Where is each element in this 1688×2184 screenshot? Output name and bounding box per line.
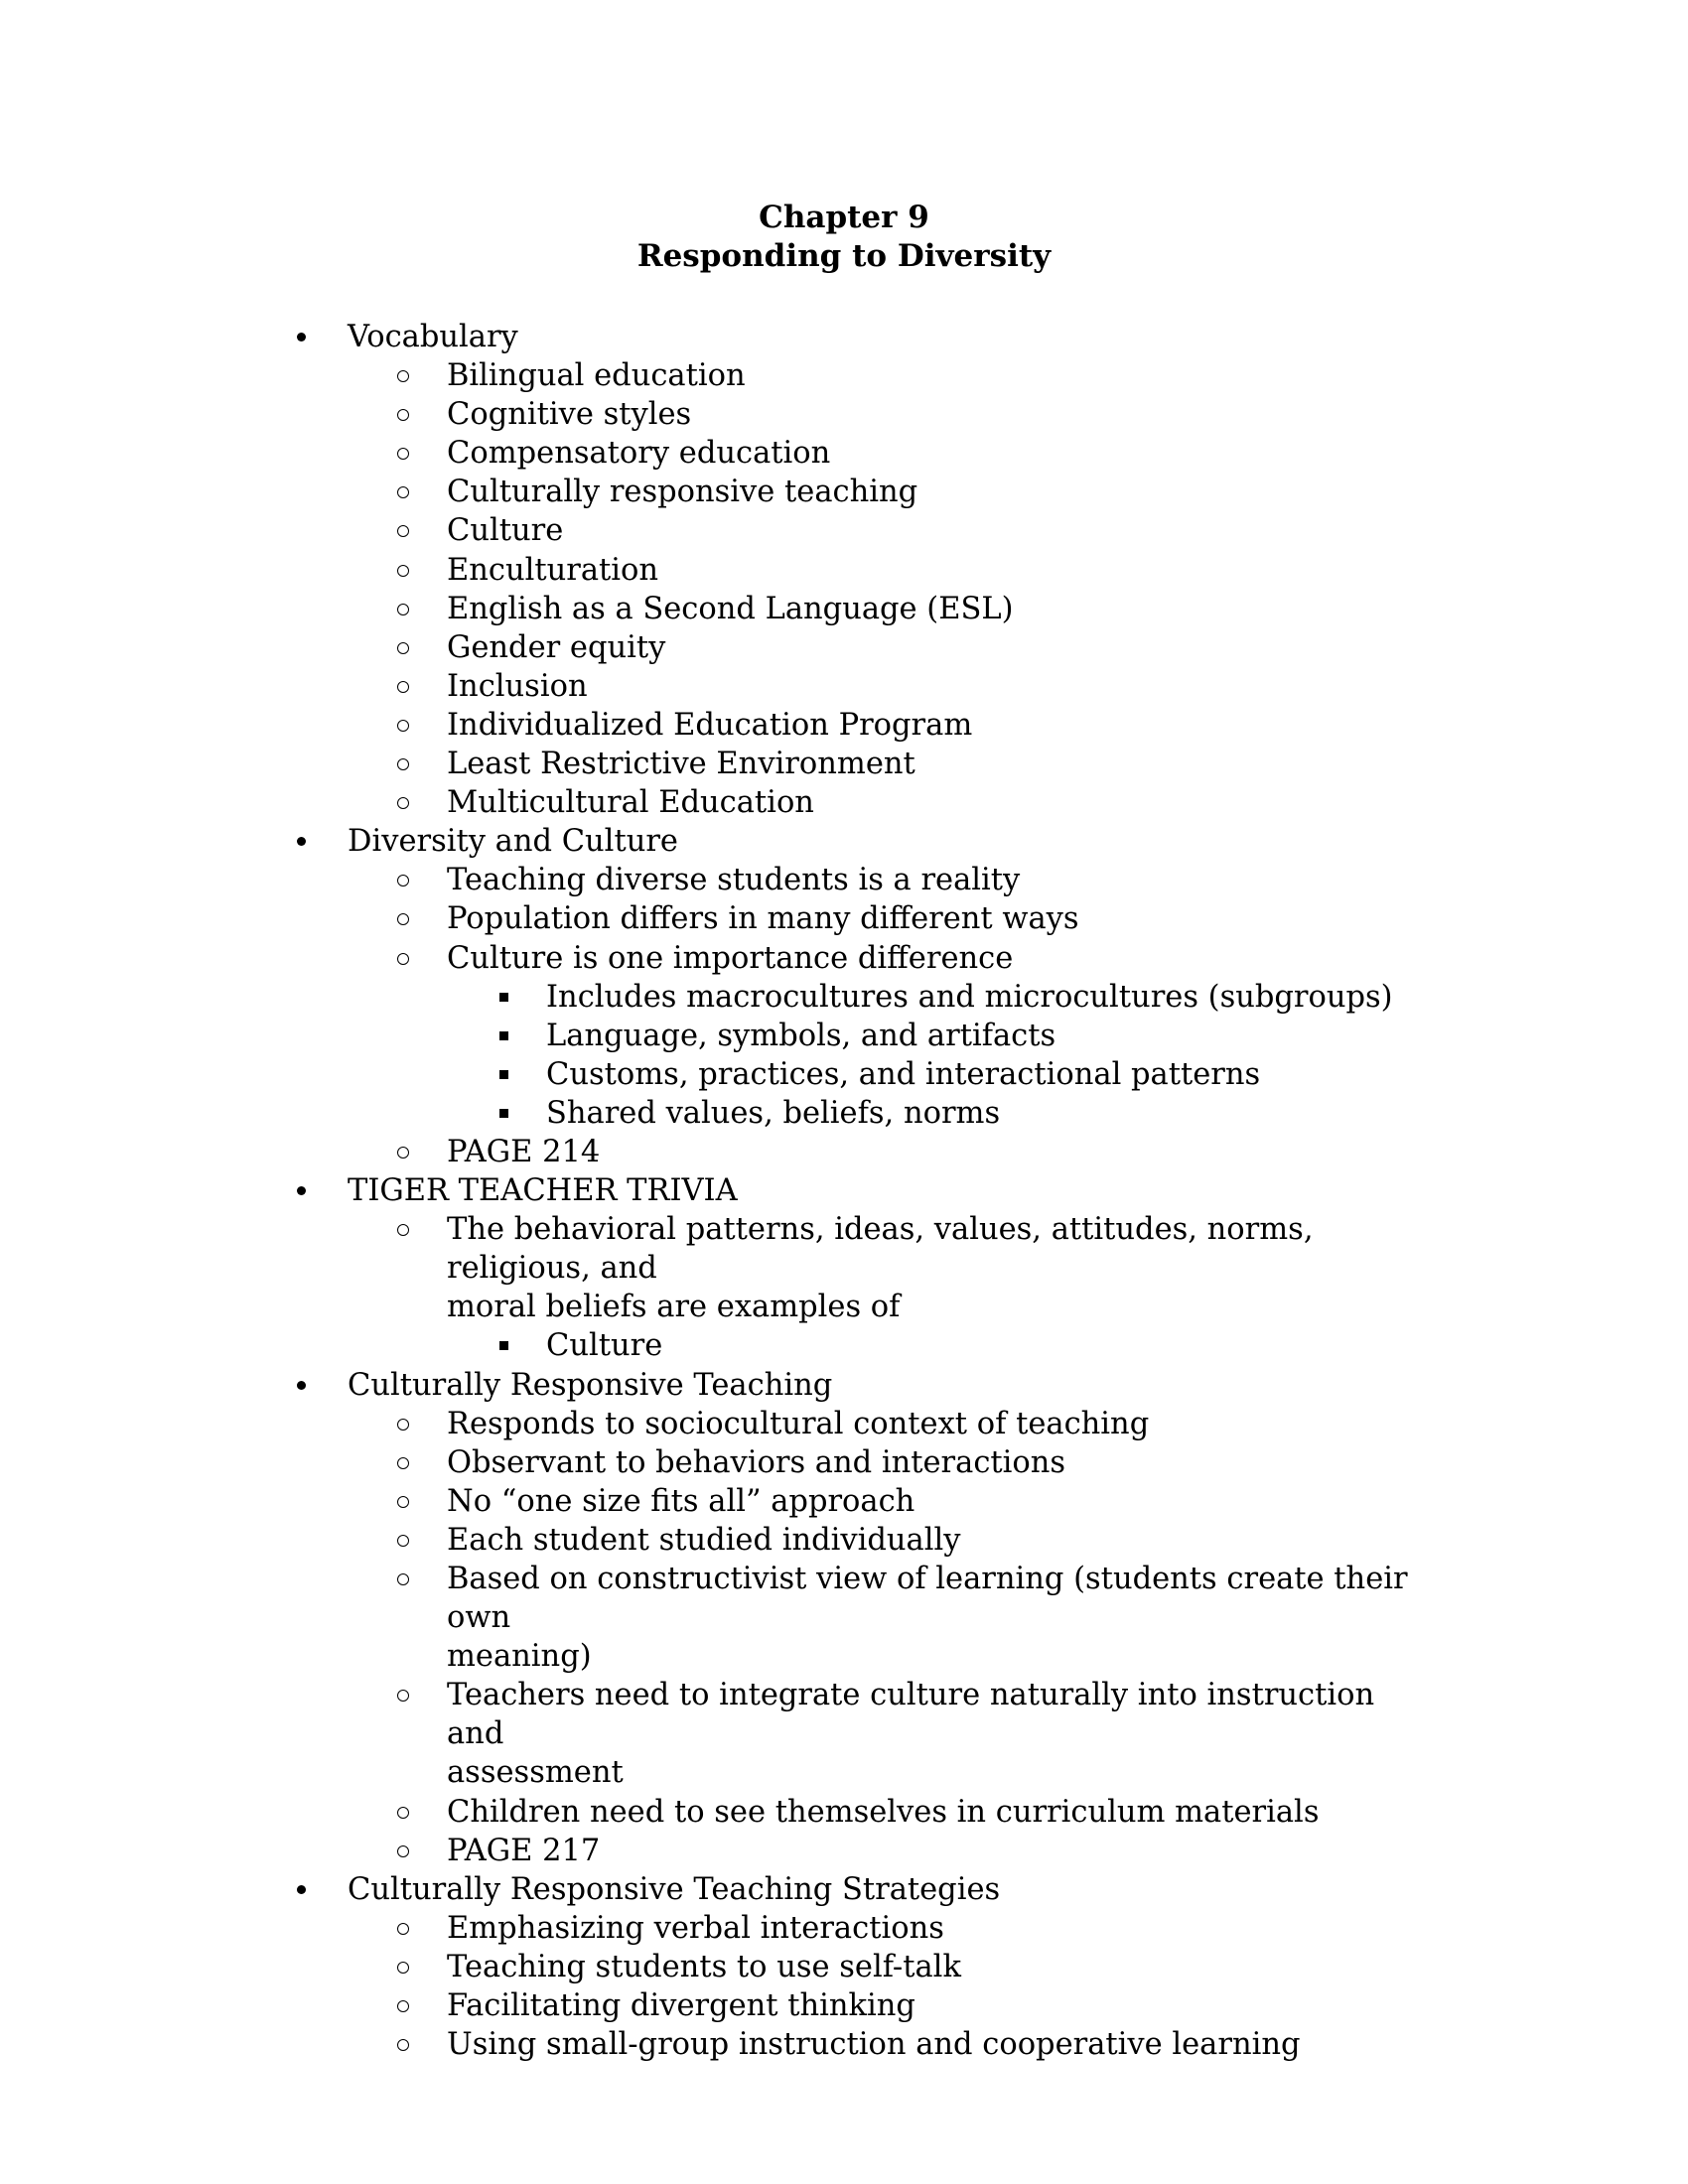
outline-list: [0, 318, 1688, 2064]
list-item-text: Facilitating divergent thinking: [447, 1988, 915, 2024]
trivia-answer: [0, 1326, 1430, 1365]
list-item-text: Multicultural Education: [447, 785, 814, 821]
bullet-circle-icon: [397, 1443, 417, 1482]
list-item: [0, 1405, 1430, 1443]
list-item-text: Least Restrictive Environment: [447, 747, 915, 782]
bullet-circle-icon: [397, 628, 417, 667]
bullet-square-icon: [499, 1094, 513, 1133]
list-item-text: Teaching diverse students is a reality: [447, 863, 1021, 898]
bullet-circle-icon: [397, 783, 417, 822]
outline-item-label: TIGER TEACHER TRIVIA: [348, 1173, 738, 1209]
list-item: [0, 861, 1430, 899]
bullet-circle-icon: [397, 1210, 417, 1249]
list-item: [0, 1832, 1430, 1870]
list-item: [0, 1094, 1430, 1133]
bullet-circle-icon: [397, 1793, 417, 1832]
bullet-disc-icon: [297, 822, 311, 861]
list-item: [0, 1443, 1430, 1482]
outline-item-label: Vocabulary: [348, 320, 518, 354]
list-item: [0, 939, 1430, 978]
bullet-circle-icon: [397, 434, 417, 473]
outline-item-label: Culturally Responsive Teaching Strategies: [348, 1871, 1001, 1907]
list-item: [0, 2025, 1430, 2064]
bullet-circle-icon: [397, 551, 417, 590]
bullet-circle-icon: [397, 1521, 417, 1560]
list-item: [0, 1133, 1430, 1171]
list-item-text: Individualized Education Program: [447, 707, 973, 743]
list-item: [0, 745, 1430, 783]
bullet-square-icon: [499, 1055, 513, 1094]
outline-item-label: Culturally Responsive Teaching: [348, 1367, 833, 1403]
bullet-circle-icon: [397, 899, 417, 938]
bullet-circle-icon: [397, 939, 417, 978]
list-item-text-line1: Teachers need to integrate culture naturally into instruction and: [447, 1678, 1375, 1752]
list-item: [0, 590, 1430, 628]
sublist-vocabulary: [0, 356, 1688, 822]
bullet-disc-icon: [297, 1870, 311, 1909]
outline-item-diversity-and-culture: [0, 822, 1440, 861]
chapter-heading: Chapter 9: [759, 200, 929, 235]
list-item: [0, 1055, 1430, 1094]
list-item: [0, 667, 1430, 706]
bullet-circle-icon: [397, 706, 417, 745]
bullet-square-icon: [499, 978, 513, 1017]
bullet-circle-icon: [397, 1832, 417, 1870]
list-item-text: Language, symbols, and artifacts: [546, 1018, 1056, 1053]
list-item-text: Population differs in many different ways: [447, 901, 1079, 937]
bullet-circle-icon: [397, 1405, 417, 1443]
bullet-disc-icon: [297, 1171, 311, 1210]
list-item-text: Enculturation: [447, 552, 659, 588]
sublist-culturally-responsive-teaching: [0, 1405, 1688, 1870]
list-item: [0, 1676, 1430, 1792]
list-item: [0, 1948, 1430, 1986]
list-item-text: PAGE 217: [447, 1833, 601, 1868]
list-item-text: No “one size fits all” approach: [447, 1483, 915, 1519]
bullet-circle-icon: [397, 745, 417, 783]
bullet-circle-icon: [397, 1133, 417, 1171]
list-item: [0, 434, 1430, 473]
list-item: [0, 978, 1430, 1017]
bullet-circle-icon: [397, 1482, 417, 1521]
list-item-text: Compensatory education: [447, 436, 831, 472]
outline-item-tiger-teacher-trivia: [0, 1171, 1440, 1210]
bullet-circle-icon: [397, 511, 417, 550]
bullet-circle-icon: [397, 667, 417, 706]
list-item-text: Culture is one importance difference: [447, 940, 1014, 976]
sublist-culture: [0, 978, 1688, 1133]
bullet-square-icon: [499, 1326, 513, 1365]
list-item: [0, 356, 1430, 395]
list-item-text: Cognitive styles: [447, 397, 692, 433]
list-item-text: Responds to sociocultural context of teaching: [447, 1406, 1150, 1441]
sublist-trivia: [0, 1210, 1688, 1365]
trivia-question: [0, 1210, 1430, 1326]
list-item: [0, 1986, 1430, 2025]
list-item-text: Each student studied individually: [447, 1522, 961, 1558]
sublist-trivia-answer: [0, 1326, 1688, 1365]
outline-item-teaching-strategies: [0, 1870, 1440, 1909]
list-item-text: Children need to see themselves in curriculum materials: [447, 1794, 1320, 1830]
outline-item-culturally-responsive-teaching: [0, 1366, 1440, 1405]
list-item: [0, 395, 1430, 434]
list-item: [0, 628, 1430, 667]
bullet-disc-icon: [297, 318, 311, 356]
list-item-text: Teaching students to use self-talk: [447, 1949, 961, 1984]
sublist-teaching-strategies: [0, 1909, 1688, 2064]
trivia-question-line2: moral beliefs are examples of: [447, 1290, 901, 1325]
list-item: [0, 1560, 1430, 1676]
list-item-text: Customs, practices, and interactional patterns: [546, 1056, 1261, 1092]
list-item: [0, 1521, 1430, 1560]
outline-item-vocabulary: [0, 318, 1440, 356]
list-item-text: Includes macrocultures and microcultures (subgroups): [546, 979, 1393, 1015]
list-item: [0, 899, 1430, 938]
list-item-text: Observant to behaviors and interactions: [447, 1444, 1066, 1480]
list-item-text-line2: assessment: [447, 1755, 624, 1791]
bullet-circle-icon: [397, 1909, 417, 1948]
bullet-circle-icon: [397, 861, 417, 899]
chapter-title: Responding to Diversity: [636, 238, 1052, 274]
list-item-text: Inclusion: [447, 668, 588, 704]
trivia-question-line1: The behavioral patterns, ideas, values, attitudes, norms, religious, and: [447, 1212, 1314, 1287]
list-item: [0, 783, 1430, 822]
bullet-circle-icon: [397, 356, 417, 395]
list-item-text: English as a Second Language (ESL): [447, 591, 1014, 626]
list-item-text-line2: meaning): [447, 1639, 592, 1675]
list-item-text-line1: Based on constructivist view of learning (students create their own: [447, 1562, 1408, 1636]
list-item-text: PAGE 214: [447, 1134, 601, 1169]
list-item-text: Gender equity: [447, 629, 666, 665]
bullet-circle-icon: [397, 2025, 417, 2064]
list-item-text: Using small-group instruction and cooperative learning: [447, 2027, 1301, 2063]
bullet-circle-icon: [397, 590, 417, 628]
bullet-square-icon: [499, 1017, 513, 1055]
list-item: [0, 706, 1430, 745]
bullet-circle-icon: [397, 473, 417, 511]
list-item-text: Culturally responsive teaching: [447, 475, 918, 510]
bullet-circle-icon: [397, 1948, 417, 1986]
bullet-circle-icon: [397, 1560, 417, 1598]
list-item-text: Culture: [546, 1328, 663, 1364]
bullet-circle-icon: [397, 1676, 417, 1714]
list-item: [0, 551, 1430, 590]
title-block: [0, 199, 1688, 276]
bullet-disc-icon: [297, 1366, 311, 1405]
list-item: [0, 511, 1430, 550]
list-item-text: Culture: [447, 513, 564, 549]
list-item: [0, 1909, 1430, 1948]
list-item: [0, 1793, 1430, 1832]
sublist-diversity-and-culture: [0, 861, 1688, 1171]
list-item: [0, 1482, 1430, 1521]
outline-item-label: Diversity and Culture: [348, 824, 678, 860]
list-item: [0, 473, 1430, 511]
list-item-text: Emphasizing verbal interactions: [447, 1910, 944, 1946]
list-item: [0, 1017, 1430, 1055]
bullet-circle-icon: [397, 1986, 417, 2025]
list-item-text: Shared values, beliefs, norms: [546, 1095, 1001, 1131]
list-item-text: Bilingual education: [447, 358, 746, 394]
bullet-circle-icon: [397, 395, 417, 434]
